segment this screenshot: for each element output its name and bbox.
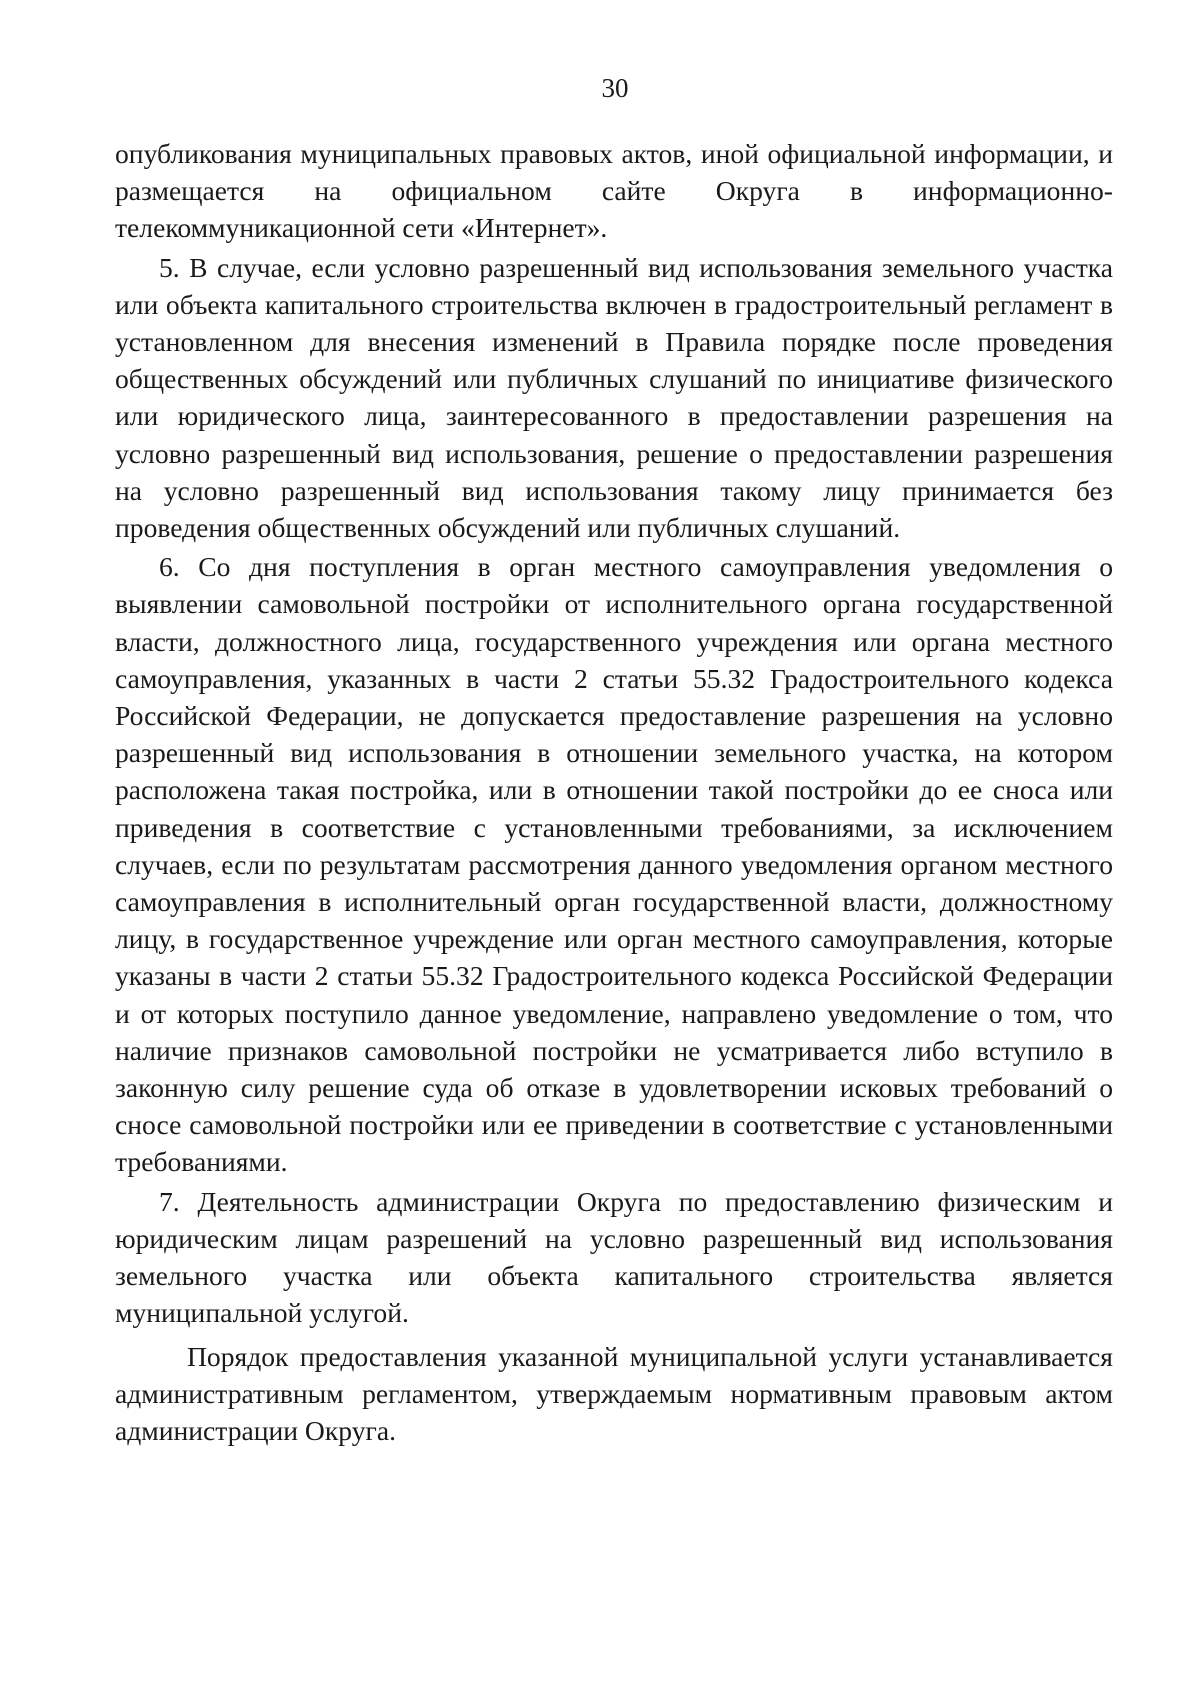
paragraph-continuation: опубликования муниципальных правовых актов, иной официальной информации, и размещается на официальном сайте Округа в информационно-телекоммуникационной сети «Интернет». — [115, 138, 1113, 244]
paragraph-procedure: Порядок предоставления указанной муниципальной услуги устанавливается административным регламентом, утверждаемым нормативным правовым актом администрации Округа. — [115, 1340, 1113, 1446]
paragraph-item-6: 6. Со дня поступления в орган местного самоуправления уведомления о выявлении самовольной постройки от исполнительного органа государственной власти, должностного лица, государственного учреждения или органа местного самоуправления, указанных в части 2 статьи 55.32 Градостроительного кодекса Российской Федерации, не допускается предоставление разрешения на условно разрешенный вид использования в отношении земельного участка, на котором расположена такая постройка, или в отношении такой постройки до ее сноса или приведения в соответствие с установленными требованиями, за исключением случаев, если по результатам рассмотрения данного уведомления органом местного самоуправления в исполнительный орган государственной власти, должностному лицу, в государственное учреждение или орган местного самоуправления, которые указаны в части 2 статьи 55.32 Градостроительного кодекса Российской Федерации и от которых поступило данное уведомление, направлено уведомление о том, что наличие признаков самовольной постройки не усматривается либо вступило в законную силу решение суда об отказе в удовлетворении исковых требований о сносе самовольной постройки или ее приведении в соответствие с установленными требованиями. — [115, 551, 1113, 1178]
page-number: 30 — [601, 73, 629, 103]
paragraph-item-7: 7. Деятельность администрации Округа по предоставлению физическим и юридическим лицам разрешений на условно разрешенный вид использования земельного участка или объекта капитального строительства является муниципальной услугой. — [115, 1185, 1113, 1329]
paragraph-item-5: 5. В случае, если условно разрешенный вид использования земельного участка или объекта капитального строительства включен в градостроительный регламент в установленном для внесения изменений в Правила порядке после проведения общественных обсуждений или публичных слушаний по инициативе физического или юридического лица, заинтересованного в предоставлении разрешения на условно разрешенный вид использования, решение о предоставлении разрешения на условно разрешенный вид использования такому лицу принимается без проведения общественных обсуждений или публичных слушаний. — [115, 251, 1113, 544]
document-body — [115, 135, 1113, 1449]
